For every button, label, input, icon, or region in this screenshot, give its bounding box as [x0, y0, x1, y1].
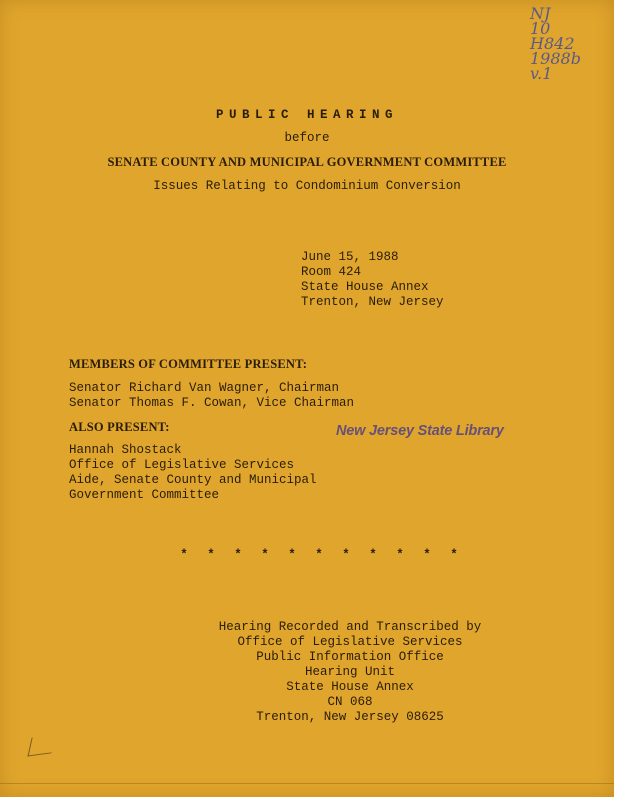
separator-stars: * * * * * * * * * * *	[180, 548, 464, 562]
also-present-heading: ALSO PRESENT:	[69, 420, 170, 434]
committee-name: SENATE COUNTY AND MUNICIPAL GOVERNMENT COMMITTEE	[107, 155, 507, 169]
hearing-city: Trenton, New Jersey	[301, 295, 444, 309]
document-title: PUBLIC HEARING	[215, 108, 399, 122]
library-stamp: New Jersey State Library	[336, 423, 504, 439]
transcription-line: Public Information Office	[256, 650, 444, 664]
transcription-line: CN 068	[327, 695, 373, 709]
also-present-line: Aide, Senate County and Municipal	[69, 473, 317, 487]
handwritten-call-number	[530, 6, 581, 81]
pencil-tick-mark	[27, 734, 55, 756]
transcription-line: Office of Legislative Services	[237, 635, 463, 649]
member-line: Senator Thomas F. Cowan, Vice Chairman	[69, 396, 355, 410]
hearing-room: Room 424	[301, 265, 362, 279]
transcription-line: State House Annex	[286, 680, 414, 694]
also-present-line: Hannah Shostack	[69, 443, 182, 457]
call-number-line: v.1	[530, 64, 553, 83]
hearing-subject: Issues Relating to Condominium Conversion	[153, 179, 461, 193]
transcription-line: Trenton, New Jersey 08625	[256, 710, 444, 724]
call-number-line: 10	[530, 19, 551, 38]
before-label: before	[284, 131, 330, 145]
call-number-line: 1988b	[530, 49, 581, 68]
also-present-line: Government Committee	[69, 488, 220, 502]
page-edge-line	[0, 783, 614, 784]
member-line: Senator Richard Van Wagner, Chairman	[69, 381, 340, 395]
also-present-line: Office of Legislative Services	[69, 458, 295, 472]
transcription-line: Hearing Unit	[304, 665, 395, 679]
transcription-line: Hearing Recorded and Transcribed by	[218, 620, 482, 634]
call-number-line: H842	[530, 34, 575, 53]
members-heading: MEMBERS OF COMMITTEE PRESENT:	[69, 357, 308, 371]
hearing-date: June 15, 1988	[301, 250, 399, 264]
hearing-building: State House Annex	[301, 280, 429, 294]
call-number-line: NJ	[530, 4, 551, 23]
